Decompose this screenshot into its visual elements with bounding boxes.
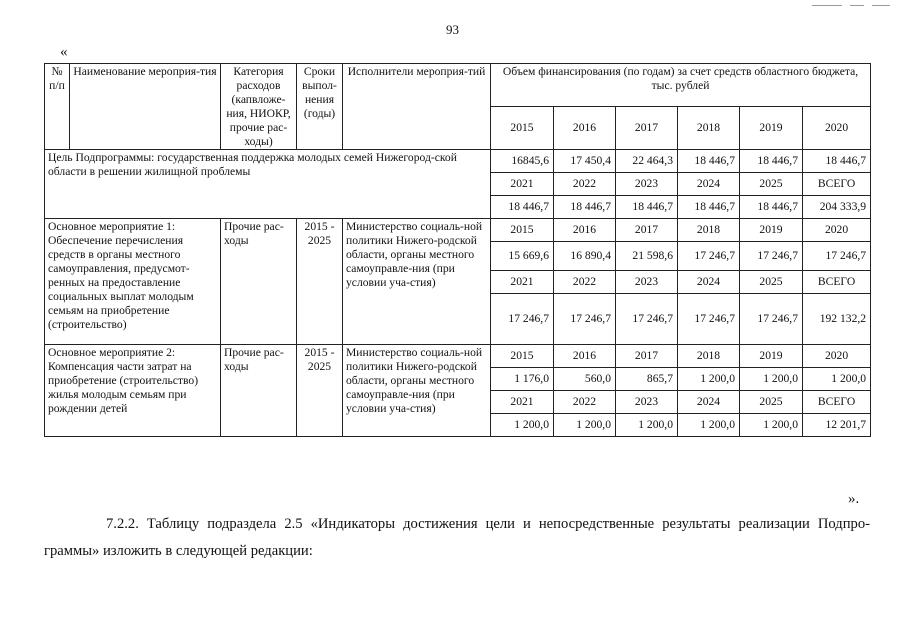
- scan-artifact-line: [850, 5, 864, 6]
- header-year: 2017: [616, 107, 678, 150]
- goal-value: 17 450,4: [554, 150, 616, 173]
- activity-2-value: 1 200,0: [803, 368, 871, 391]
- goal-value: 18 446,7: [554, 196, 616, 219]
- activity-1-year: 2016: [554, 219, 616, 242]
- goal-value: 18 446,7: [740, 150, 803, 173]
- header-year: 2015: [491, 107, 554, 150]
- header-name: Наименование мероприя-тия: [70, 64, 221, 150]
- activity-2-year: 2021: [491, 391, 554, 414]
- header-year: 2018: [678, 107, 740, 150]
- budget-table: [44, 63, 871, 437]
- activity-2-value: 1 176,0: [491, 368, 554, 391]
- activity-1-terms: 2015 - 2025: [297, 219, 343, 345]
- header-number: № п/п: [45, 64, 70, 150]
- goal-value: 16845,6: [491, 150, 554, 173]
- activity-2-year: ВСЕГО: [803, 391, 871, 414]
- goal-value: 18 446,7: [491, 196, 554, 219]
- activity-1-name: Основное мероприятие 1: Обеспечение перечисления средств в органы местного самоуправления, предусмот-ренных на предоставление социальных выплат молодым семьям на приобретение (строительство): [45, 219, 221, 345]
- page-number: 93: [446, 22, 459, 37]
- opening-quote-mark: «: [60, 44, 68, 60]
- header-row: [45, 64, 871, 107]
- activity-1-value: 17 246,7: [491, 294, 554, 345]
- activity-2-value: 1 200,0: [678, 414, 740, 437]
- activity-2-year: 2016: [554, 345, 616, 368]
- goal-value: 18 446,7: [678, 196, 740, 219]
- activity-1-value: 192 132,2: [803, 294, 871, 345]
- activity-2-year: 2025: [740, 391, 803, 414]
- activity-2-terms: 2015 - 2025: [297, 345, 343, 437]
- goal-value: 18 446,7: [678, 150, 740, 173]
- header-funding: Объем финансирования (по годам) за счет средств областного бюджета, тыс. рублей: [491, 64, 871, 107]
- activity-1-value: 21 598,6: [616, 242, 678, 271]
- activity-1-value: 17 246,7: [678, 294, 740, 345]
- closing-quote-mark: ».: [848, 491, 860, 507]
- goal-year: 2024: [678, 173, 740, 196]
- goal-value: 18 446,7: [740, 196, 803, 219]
- activity-2-value: 560,0: [554, 368, 616, 391]
- activity-1-year: 2019: [740, 219, 803, 242]
- activity-2-value: 1 200,0: [616, 414, 678, 437]
- header-year: 2020: [803, 107, 871, 150]
- activity-2-year: 2018: [678, 345, 740, 368]
- activity-2-executors: Министерство социаль-ной политики Нижего-родской области, органы местного самоуправле-ния (при условии уча-стия): [343, 345, 491, 437]
- activity-1-year: 2024: [678, 271, 740, 294]
- activity-1-year: 2025: [740, 271, 803, 294]
- activity-2-value: 1 200,0: [554, 414, 616, 437]
- activity-2-value: 1 200,0: [740, 414, 803, 437]
- activity-2-year: 2023: [616, 391, 678, 414]
- activity-1-year: 2017: [616, 219, 678, 242]
- activity-2-value: 12 201,7: [803, 414, 871, 437]
- activity-2-category: Прочие рас-ходы: [221, 345, 297, 437]
- activity-1-value: 15 669,6: [491, 242, 554, 271]
- activity-2-value: 1 200,0: [491, 414, 554, 437]
- activity-2-value: 1 200,0: [678, 368, 740, 391]
- activity-2-year: 2022: [554, 391, 616, 414]
- header-year: 2016: [554, 107, 616, 150]
- activity-1-year: 2021: [491, 271, 554, 294]
- activity-1-year: 2020: [803, 219, 871, 242]
- activity-1-row: [45, 219, 871, 242]
- body-paragraph: 7.2.2. Таблицу подраздела 2.5 «Индикаторы достижения цели и непосредственные результаты реализации Подпро-граммы» изложить в следующей редакции:: [44, 516, 870, 559]
- activity-1-year: ВСЕГО: [803, 271, 871, 294]
- activity-2-year: 2015: [491, 345, 554, 368]
- header-year: 2019: [740, 107, 803, 150]
- activity-2-year: 2024: [678, 391, 740, 414]
- goal-year: 2022: [554, 173, 616, 196]
- header-terms: Сроки выпол-нения (годы): [297, 64, 343, 150]
- activity-1-year: 2015: [491, 219, 554, 242]
- header-executors: Исполнители мероприя-тий: [343, 64, 491, 150]
- activity-1-category: Прочие рас-ходы: [221, 219, 297, 345]
- activity-2-year: 2020: [803, 345, 871, 368]
- scan-artifact-line: [812, 5, 842, 6]
- activity-2-value: 865,7: [616, 368, 678, 391]
- activity-1-value: 17 246,7: [740, 242, 803, 271]
- activity-1-value: 17 246,7: [616, 294, 678, 345]
- activity-1-value: 16 890,4: [554, 242, 616, 271]
- activity-1-year: 2018: [678, 219, 740, 242]
- header-category: Категория расходов (капвложе-ния, НИОКР, прочие рас-ходы): [221, 64, 297, 150]
- activity-1-value: 17 246,7: [740, 294, 803, 345]
- activity-2-name: Основное мероприятие 2: Компенсация части затрат на приобретение (строительство) жилья молодым семьям при рождении детей: [45, 345, 221, 437]
- goal-value: 18 446,7: [803, 150, 871, 173]
- activity-2-year: 2019: [740, 345, 803, 368]
- goal-year: 2025: [740, 173, 803, 196]
- goal-year: ВСЕГО: [803, 173, 871, 196]
- activity-1-executors: Министерство социаль-ной политики Нижего-родской области, органы местного самоуправле-ния (при условии уча-стия): [343, 219, 491, 345]
- goal-value: 22 464,3: [616, 150, 678, 173]
- activity-1-value: 17 246,7: [678, 242, 740, 271]
- goal-text: Цель Подпрограммы: государственная поддержка молодых семей Нижегород-ской области в решении жилищной проблемы: [45, 150, 491, 219]
- activity-1-year: 2022: [554, 271, 616, 294]
- activity-1-year: 2023: [616, 271, 678, 294]
- activity-2-year: 2017: [616, 345, 678, 368]
- activity-1-value: 17 246,7: [554, 294, 616, 345]
- activity-2-row: [45, 345, 871, 368]
- goal-value: 204 333,9: [803, 196, 871, 219]
- scan-artifact-line: [872, 5, 890, 6]
- activity-2-value: 1 200,0: [740, 368, 803, 391]
- goal-year: 2023: [616, 173, 678, 196]
- goal-value: 18 446,7: [616, 196, 678, 219]
- activity-1-value: 17 246,7: [803, 242, 871, 271]
- goal-row: [45, 150, 871, 173]
- goal-year: 2021: [491, 173, 554, 196]
